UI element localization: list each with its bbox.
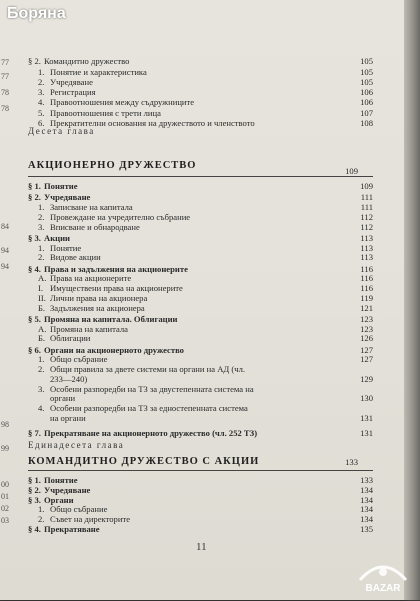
- margin-number: 78: [1, 88, 9, 97]
- toc-row: [28, 56, 373, 67]
- toc-row-page: 123: [360, 323, 373, 334]
- chapter-rule: [28, 470, 373, 471]
- toc-row: [28, 222, 373, 233]
- toc-row-number: 2.: [38, 514, 45, 525]
- toc-row-page: 112: [360, 211, 373, 222]
- toc-row-number: § 4.: [28, 263, 41, 274]
- toc-row-title: Вписване и обнародване: [50, 221, 140, 232]
- toc-row-number: 2.: [38, 252, 45, 263]
- toc-row-title: Особени разпоредби на ТЗ за двустепенната система на: [50, 383, 254, 394]
- toc-row-title: Видове акции: [50, 252, 101, 263]
- toc-row-title: Прекратяване на акционерното дружество (чл. 252 ТЗ): [44, 428, 258, 438]
- toc-row-number: 3.: [38, 383, 45, 394]
- toc-row-title: Прекратяване: [44, 524, 100, 534]
- chapter-title: КОМАНДИТНО ДРУЖЕСТВО С АКЦИИ: [28, 456, 260, 467]
- margin-number: 00: [1, 480, 9, 489]
- toc-row-title: Задължения на акционера: [50, 302, 145, 313]
- toc-row-number: А.: [38, 323, 47, 334]
- toc-row-title: Съвет на директорите: [50, 514, 131, 525]
- toc-row-number: § 2.: [28, 56, 41, 66]
- margin-number: 77: [1, 72, 9, 81]
- toc-row-title: Имуществени права на акционерите: [50, 283, 183, 293]
- toc-row-title: Лични права на акционера: [50, 292, 148, 303]
- toc-row-title: Общи правила за двете системи на органи на АД (чл.: [50, 364, 246, 374]
- toc-row-title: на органи: [50, 412, 86, 423]
- toc-row-page: 134: [360, 494, 373, 505]
- toc-row: [28, 524, 373, 535]
- margin-number: 01: [1, 492, 9, 501]
- margin-number: 77: [1, 58, 9, 67]
- toc-row-page: 106: [360, 87, 373, 98]
- toc-row-page: 105: [360, 66, 373, 77]
- toc-row-number: § 2.: [28, 192, 41, 203]
- toc-row-title: Регистрация: [50, 87, 96, 98]
- toc-row-title: Понятие: [44, 181, 78, 191]
- toc-row-page: 127: [360, 344, 373, 355]
- toc-row-number: 2.: [38, 364, 45, 374]
- toc-row-title: 233—240): [50, 373, 88, 384]
- toc-row-title: Органи на акционерното дружество: [44, 344, 184, 355]
- toc-row-title: Акции: [44, 232, 71, 243]
- toc-row-title: Общо събрание: [50, 504, 108, 515]
- toc-row-number: 2.: [38, 76, 45, 87]
- toc-row-number: 1.: [38, 202, 45, 212]
- toc-row-page: 116: [360, 283, 373, 293]
- watermark-logo-text: BAZAR: [365, 583, 401, 594]
- toc-row-number: 3.: [38, 87, 45, 98]
- toc-row-page: 111: [360, 192, 373, 203]
- toc-row-page: 116: [360, 263, 373, 274]
- toc-row-number: Б.: [38, 333, 46, 344]
- chapter-title: АКЦИОНЕРНО ДРУЖЕСТВО: [28, 160, 197, 171]
- toc-row-number: 3.: [38, 221, 45, 232]
- toc-row-title: Понятие: [50, 242, 82, 253]
- toc-row-title: Командитно дружество: [44, 56, 130, 66]
- margin-number: 98: [1, 420, 9, 429]
- toc-row-page: 129: [360, 373, 373, 384]
- toc-row-page: 105: [360, 76, 373, 87]
- margin-number: 94: [1, 246, 9, 255]
- toc-row-page: 116: [360, 273, 373, 284]
- toc-row-number: § 1.: [28, 181, 41, 191]
- toc-row-number: § 4.: [28, 524, 41, 534]
- toc-row-number: 4.: [38, 97, 45, 108]
- toc-row-page: 111: [360, 202, 373, 212]
- toc-row: [28, 303, 373, 314]
- toc-row: [28, 428, 373, 439]
- toc-row-title: Учредяване: [50, 76, 93, 87]
- toc-row-number: § 7.: [28, 428, 41, 438]
- toc-row-number: 1.: [38, 354, 45, 365]
- toc-row-number: 1.: [38, 504, 45, 515]
- toc-row-page: 130: [360, 393, 373, 404]
- left-margin-numbers: [0, 0, 14, 600]
- toc-row-title: Общо събрание: [50, 354, 108, 365]
- toc-row-page: 133: [360, 475, 373, 485]
- toc-row-number: 1.: [38, 242, 45, 253]
- toc-row: [28, 413, 373, 424]
- toc-row-number: § 2.: [28, 484, 41, 495]
- toc-row-number: Б.: [38, 302, 46, 313]
- toc-row-page: 113: [360, 242, 373, 253]
- watermark-brand-top: Боряна: [7, 5, 66, 22]
- chapter-label: Десета глава: [28, 126, 95, 136]
- toc-row-page: 121: [360, 302, 373, 313]
- chapter-rule: [28, 176, 373, 177]
- toc-row-title: Понятие и характеристика: [50, 66, 147, 77]
- toc-row-page: 127: [360, 354, 373, 365]
- toc-row-number: II.: [38, 292, 46, 303]
- toc-row-title: Правоотношения с трети лица: [50, 107, 161, 118]
- toc-row-title: Учредяване: [44, 192, 91, 203]
- toc-row-title: Особени разпоредби на ТЗ за едностепенната система: [50, 403, 248, 413]
- margin-number: 94: [1, 262, 9, 271]
- toc-row-title: Промяна на капитала: [50, 323, 128, 334]
- toc-row-page: 113: [360, 252, 373, 263]
- toc-row-title: органи: [50, 393, 76, 404]
- toc-row-page: 107: [360, 107, 373, 118]
- toc-row: [28, 333, 373, 344]
- watermark-brand-bottom: [352, 558, 414, 596]
- toc-row-number: § 1.: [28, 475, 41, 485]
- toc-row-number: § 3.: [28, 232, 41, 243]
- toc-row-title: Записване на капитала: [50, 202, 133, 212]
- toc-row-title: Органи: [44, 494, 74, 505]
- chapter-page: 133: [345, 457, 358, 467]
- toc-row-number: § 3.: [28, 494, 41, 505]
- toc-row: [28, 181, 373, 192]
- toc-row-number: 1.: [38, 66, 45, 77]
- toc-row-number: § 5.: [28, 313, 41, 324]
- toc-row-number: А.: [38, 273, 47, 284]
- margin-number: 78: [1, 104, 9, 113]
- toc-row-title: Прекратителни основания на дружеството и членството: [50, 117, 255, 128]
- toc-row-page: 109: [360, 181, 373, 191]
- toc-row-title: Правоотношения между съдружниците: [50, 97, 195, 108]
- toc-row-number: 5.: [38, 107, 45, 118]
- toc-row-page: 108: [360, 117, 373, 128]
- toc-row-page: 106: [360, 97, 373, 108]
- toc-row-number: 4.: [38, 403, 45, 413]
- toc-row-page: 113: [360, 232, 373, 243]
- margin-number: 84: [1, 222, 9, 231]
- toc-row-page: 134: [360, 504, 373, 515]
- chapter-label: Единадесета глава: [28, 440, 125, 450]
- toc-row-page: 126: [360, 333, 373, 344]
- toc-row-page: 135: [360, 524, 373, 534]
- toc-row-page: 123: [360, 313, 373, 324]
- page-number: 11: [196, 541, 207, 553]
- toc-row: [28, 252, 373, 263]
- toc-row-number: 2.: [38, 211, 45, 222]
- toc-row-page: 131: [360, 428, 373, 438]
- toc-row-title: Провеждане на учредително събрание: [50, 211, 191, 222]
- toc-row-page: 134: [360, 484, 373, 495]
- margin-number: 99: [1, 444, 9, 453]
- toc-row-page: 131: [360, 412, 373, 423]
- toc-row-title: Понятие: [44, 475, 78, 485]
- margin-number: 03: [1, 516, 9, 525]
- toc-row-number: 6.: [38, 117, 45, 128]
- page-edge: [404, 0, 420, 600]
- toc-row-title: Учредяване: [44, 484, 91, 495]
- toc-row-title: Права и задължения на акционерите: [44, 263, 188, 274]
- toc-row-page: 112: [360, 221, 373, 232]
- toc-row-page: 105: [360, 56, 373, 66]
- toc-row-number: § 6.: [28, 344, 41, 355]
- toc-row-page: 134: [360, 514, 373, 525]
- toc-row-number: I.: [38, 283, 44, 293]
- toc-row-page: 119: [360, 292, 373, 303]
- toc-row-title: Промяна на капитала. Облигации: [44, 313, 178, 324]
- chapter-page: 109: [345, 166, 358, 176]
- margin-number: 02: [1, 504, 9, 513]
- toc-row-title: Облигации: [50, 333, 91, 344]
- toc-row-title: Права на акционерите: [50, 273, 132, 284]
